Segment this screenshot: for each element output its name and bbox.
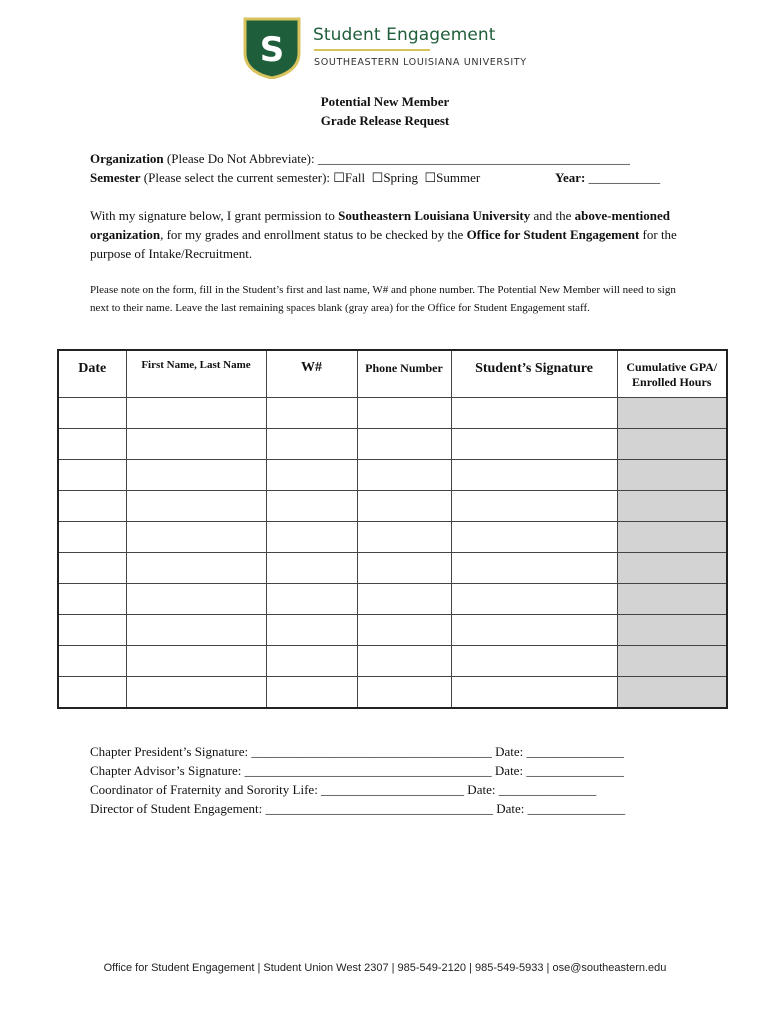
chapter-advisor-signature-line[interactable]: Chapter Advisor’s Signature: ______________________________________ Date: _______________: [90, 763, 624, 778]
name-cell[interactable]: [126, 677, 266, 709]
table-row: [58, 677, 727, 709]
semester-option-fall[interactable]: ☐Fall: [333, 170, 366, 185]
name-cell[interactable]: [126, 522, 266, 553]
w-number-cell[interactable]: [266, 615, 357, 646]
phone-cell[interactable]: [357, 398, 451, 429]
signature-cell[interactable]: [451, 646, 617, 677]
permission-paragraph: [90, 206, 690, 263]
permission-text-3: , for my grades and enrollment status to be checked by the: [160, 227, 467, 242]
name-cell[interactable]: [126, 491, 266, 522]
date-cell[interactable]: [58, 522, 126, 553]
gpa-cell: [617, 522, 727, 553]
semester-hint: (Please select the current semester):: [140, 170, 334, 185]
member-table: [57, 349, 728, 709]
table-row: [58, 646, 727, 677]
table-row: [58, 460, 727, 491]
w-number-cell[interactable]: [266, 491, 357, 522]
phone-cell[interactable]: [357, 460, 451, 491]
date-cell[interactable]: [58, 615, 126, 646]
phone-cell[interactable]: [357, 553, 451, 584]
w-number-cell[interactable]: [266, 646, 357, 677]
table-header-row: [58, 350, 727, 398]
w-number-cell[interactable]: [266, 553, 357, 584]
date-cell[interactable]: [58, 429, 126, 460]
year-field[interactable]: [555, 170, 660, 186]
shield-icon: [243, 17, 301, 79]
chapter-president-signature-line[interactable]: Chapter President’s Signature: _____________________________________ Date: _______________: [90, 744, 625, 759]
permission-text-2: and the: [530, 208, 575, 223]
form-title-line-2: Grade Release Request: [320, 113, 450, 128]
gpa-cell: [617, 460, 727, 491]
phone-cell[interactable]: [357, 584, 451, 615]
table-row: [58, 398, 727, 429]
semester-field: [90, 170, 480, 186]
date-cell[interactable]: [58, 584, 126, 615]
coordinator-signature-line[interactable]: Coordinator of Fraternity and Sorority Life: ______________________ Date: _______________: [90, 782, 597, 797]
signature-cell[interactable]: [451, 491, 617, 522]
column-header-phone: Phone Number: [357, 350, 451, 398]
table-row: [58, 429, 727, 460]
column-header-gpa: Cumulative GPA/ Enrolled Hours: [617, 350, 727, 398]
signature-cell[interactable]: [451, 584, 617, 615]
date-cell[interactable]: [58, 646, 126, 677]
brand-title: Student Engagement: [313, 25, 496, 45]
office-name: Office for Student Engagement: [466, 227, 640, 242]
organization-phrase: above-mentioned organization: [90, 208, 671, 242]
signature-cell[interactable]: [451, 677, 617, 709]
name-cell[interactable]: [126, 615, 266, 646]
phone-cell[interactable]: [357, 646, 451, 677]
gpa-cell: [617, 615, 727, 646]
w-number-cell[interactable]: [266, 398, 357, 429]
brand-divider: [314, 49, 430, 51]
signature-cell[interactable]: [451, 615, 617, 646]
signature-cell[interactable]: [451, 429, 617, 460]
year-label: Year:: [555, 170, 586, 185]
phone-cell[interactable]: [357, 491, 451, 522]
w-number-cell[interactable]: [266, 460, 357, 491]
column-header-w-number: W#: [266, 350, 357, 398]
table-row: [58, 615, 727, 646]
footer-contact: Office for Student Engagement | Student Union West 2307 | 985-549-2120 | 985-549-5933 | ose@southeastern.edu: [103, 962, 667, 974]
name-cell[interactable]: [126, 398, 266, 429]
signature-cell[interactable]: [451, 398, 617, 429]
gpa-cell: [617, 491, 727, 522]
date-cell[interactable]: [58, 677, 126, 709]
w-number-cell[interactable]: [266, 584, 357, 615]
table-row: [58, 584, 727, 615]
semester-label: Semester: [90, 170, 141, 185]
university-logo: [243, 17, 543, 81]
phone-cell[interactable]: [357, 522, 451, 553]
name-cell[interactable]: [126, 460, 266, 491]
table-row: [58, 522, 727, 553]
name-cell[interactable]: [126, 553, 266, 584]
date-cell[interactable]: [58, 553, 126, 584]
gpa-cell: [617, 429, 727, 460]
gpa-cell: [617, 398, 727, 429]
semester-option-spring[interactable]: ☐Spring: [371, 170, 418, 185]
date-cell[interactable]: [58, 460, 126, 491]
phone-cell[interactable]: [357, 429, 451, 460]
column-header-signature: Student’s Signature: [451, 350, 617, 398]
w-number-cell[interactable]: [266, 522, 357, 553]
w-number-cell[interactable]: [266, 677, 357, 709]
svg-text:S: S: [259, 30, 285, 70]
signature-cell[interactable]: [451, 553, 617, 584]
gpa-cell: [617, 584, 727, 615]
year-blank: ___________: [585, 170, 661, 185]
date-cell[interactable]: [58, 491, 126, 522]
column-header-name: First Name, Last Name: [126, 350, 266, 398]
gpa-cell: [617, 646, 727, 677]
table-row: [58, 491, 727, 522]
column-header-date: Date: [58, 350, 126, 398]
organization-hint: (Please Do Not Abbreviate): ________________________________________________: [163, 151, 630, 166]
signature-cell[interactable]: [451, 460, 617, 491]
permission-text-4: for the purpose of Intake/Recruitment.: [90, 227, 677, 261]
name-cell[interactable]: [126, 429, 266, 460]
date-cell[interactable]: [58, 398, 126, 429]
semester-option-summer[interactable]: ☐Summer: [424, 170, 481, 185]
phone-cell[interactable]: [357, 615, 451, 646]
brand-subtitle: SOUTHEASTERN LOUISIANA UNIVERSITY: [314, 57, 527, 68]
permission-text-1: With my signature below, I grant permission to: [90, 208, 339, 223]
university-name: Southeastern Louisiana University: [338, 208, 531, 223]
organization-field[interactable]: [90, 151, 630, 167]
instructions-note: Please note on the form, fill in the Student’s first and last name, W# and phone number. The Potential New Member will need to sign next to their name. Leave the last remaining spaces blank (gray area) for the Office for Student Engagement staff.: [90, 284, 676, 314]
form-title-line-1: Potential New Member: [320, 94, 450, 109]
director-signature-line[interactable]: Director of Student Engagement: ___________________________________ Date: _______________: [90, 801, 626, 816]
w-number-cell[interactable]: [266, 429, 357, 460]
name-cell[interactable]: [126, 646, 266, 677]
gpa-cell: [617, 553, 727, 584]
organization-label: Organization: [90, 151, 164, 166]
name-cell[interactable]: [126, 584, 266, 615]
signature-cell[interactable]: [451, 522, 617, 553]
gpa-cell: [617, 677, 727, 709]
table-row: [58, 553, 727, 584]
phone-cell[interactable]: [357, 677, 451, 709]
